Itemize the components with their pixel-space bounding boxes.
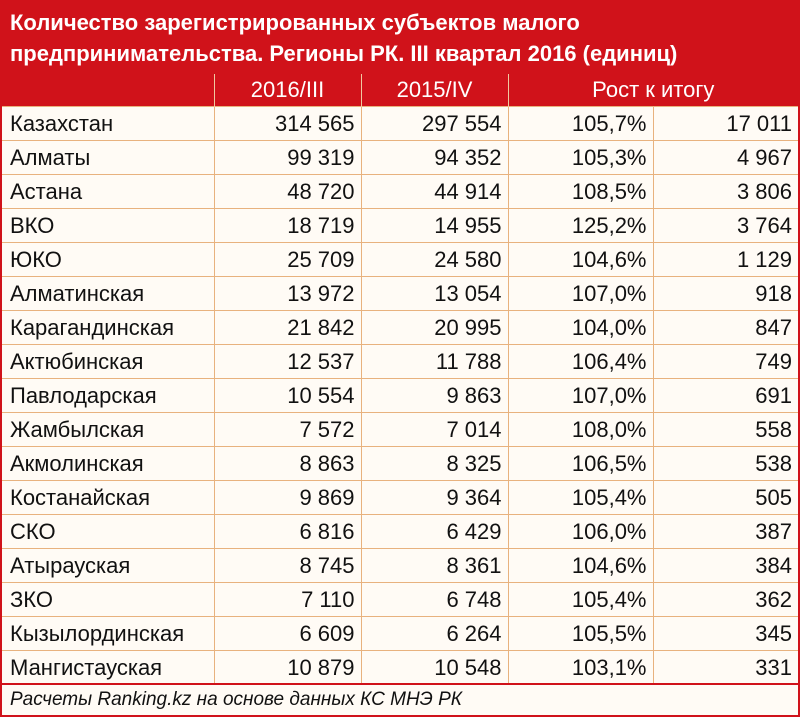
cell-growth-absolute: 558 [653, 413, 798, 447]
cell-growth-percent: 105,3% [508, 141, 653, 175]
cell-2016-iii: 48 720 [214, 175, 361, 209]
header-growth: Рост к итогу [508, 74, 798, 107]
cell-region: СКО [2, 515, 214, 549]
cell-2016-iii: 99 319 [214, 141, 361, 175]
cell-growth-percent: 107,0% [508, 379, 653, 413]
cell-growth-percent: 107,0% [508, 277, 653, 311]
cell-2016-iii: 13 972 [214, 277, 361, 311]
cell-region: Мангистауская [2, 651, 214, 685]
cell-growth-percent: 108,5% [508, 175, 653, 209]
cell-2015-iv: 6 429 [361, 515, 508, 549]
cell-2016-iii: 10 879 [214, 651, 361, 685]
table-row [2, 413, 798, 447]
cell-2016-iii: 7 572 [214, 413, 361, 447]
cell-2015-iv: 13 054 [361, 277, 508, 311]
cell-region: Карагандинская [2, 311, 214, 345]
table-row [2, 141, 798, 175]
cell-2015-iv: 8 325 [361, 447, 508, 481]
cell-2016-iii: 314 565 [214, 107, 361, 141]
table-row [2, 175, 798, 209]
data-table [2, 74, 798, 684]
cell-growth-percent: 104,6% [508, 243, 653, 277]
cell-growth-absolute: 362 [653, 583, 798, 617]
cell-growth-percent: 125,2% [508, 209, 653, 243]
cell-growth-absolute: 538 [653, 447, 798, 481]
cell-2015-iv: 20 995 [361, 311, 508, 345]
table-title [2, 2, 798, 74]
cell-growth-percent: 106,5% [508, 447, 653, 481]
table-row [2, 345, 798, 379]
cell-2015-iv: 14 955 [361, 209, 508, 243]
cell-growth-percent: 106,4% [508, 345, 653, 379]
table-row [2, 549, 798, 583]
cell-2015-iv: 9 863 [361, 379, 508, 413]
cell-growth-absolute: 691 [653, 379, 798, 413]
cell-growth-absolute: 918 [653, 277, 798, 311]
cell-2016-iii: 25 709 [214, 243, 361, 277]
cell-growth-absolute: 847 [653, 311, 798, 345]
cell-region: ЮКО [2, 243, 214, 277]
cell-2016-iii: 8 863 [214, 447, 361, 481]
cell-region: Кызылординская [2, 617, 214, 651]
cell-2015-iv: 8 361 [361, 549, 508, 583]
cell-growth-percent: 105,7% [508, 107, 653, 141]
cell-2015-iv: 9 364 [361, 481, 508, 515]
cell-growth-absolute: 505 [653, 481, 798, 515]
table-header [2, 74, 798, 107]
cell-2016-iii: 9 869 [214, 481, 361, 515]
cell-region: Астана [2, 175, 214, 209]
cell-growth-percent: 105,4% [508, 481, 653, 515]
cell-growth-percent: 104,6% [508, 549, 653, 583]
cell-region: ЗКО [2, 583, 214, 617]
cell-region: Атырауская [2, 549, 214, 583]
cell-growth-percent: 108,0% [508, 413, 653, 447]
cell-growth-percent: 105,4% [508, 583, 653, 617]
cell-2016-iii: 8 745 [214, 549, 361, 583]
table-row [2, 617, 798, 651]
cell-2015-iv: 44 914 [361, 175, 508, 209]
cell-growth-absolute: 345 [653, 617, 798, 651]
cell-growth-percent: 104,0% [508, 311, 653, 345]
source-note: Расчеты Ranking.kz на основе данных КС МНЭ РК [2, 683, 798, 715]
cell-2015-iv: 6 264 [361, 617, 508, 651]
header-row [2, 74, 798, 107]
cell-2015-iv: 6 748 [361, 583, 508, 617]
header-region [2, 74, 214, 107]
cell-growth-absolute: 3 764 [653, 209, 798, 243]
cell-growth-percent: 105,5% [508, 617, 653, 651]
cell-2015-iv: 7 014 [361, 413, 508, 447]
cell-2016-iii: 7 110 [214, 583, 361, 617]
cell-2015-iv: 94 352 [361, 141, 508, 175]
cell-growth-absolute: 384 [653, 549, 798, 583]
table-row [2, 651, 798, 685]
table-body [2, 107, 798, 685]
table-row [2, 481, 798, 515]
cell-2016-iii: 12 537 [214, 345, 361, 379]
cell-region: Акмолинская [2, 447, 214, 481]
cell-2015-iv: 297 554 [361, 107, 508, 141]
table-row [2, 515, 798, 549]
cell-region: ВКО [2, 209, 214, 243]
title-line-1: Количество зарегистрированных субъектов малого [10, 10, 580, 35]
cell-growth-absolute: 749 [653, 345, 798, 379]
cell-growth-percent: 103,1% [508, 651, 653, 685]
cell-region: Жамбылская [2, 413, 214, 447]
table-row [2, 277, 798, 311]
table-row [2, 379, 798, 413]
header-2016-iii: 2016/III [214, 74, 361, 107]
cell-region: Алматы [2, 141, 214, 175]
cell-growth-absolute: 1 129 [653, 243, 798, 277]
cell-growth-absolute: 331 [653, 651, 798, 685]
cell-2015-iv: 10 548 [361, 651, 508, 685]
cell-2016-iii: 18 719 [214, 209, 361, 243]
cell-growth-absolute: 3 806 [653, 175, 798, 209]
cell-growth-absolute: 387 [653, 515, 798, 549]
table-row [2, 311, 798, 345]
cell-2016-iii: 6 816 [214, 515, 361, 549]
table-row [2, 583, 798, 617]
table-row [2, 107, 798, 141]
cell-growth-absolute: 4 967 [653, 141, 798, 175]
cell-region: Алматинская [2, 277, 214, 311]
cell-2015-iv: 24 580 [361, 243, 508, 277]
table-row [2, 243, 798, 277]
title-line-2: предпринимательства. Регионы РК. III квартал 2016 (единиц) [10, 41, 678, 66]
cell-2016-iii: 6 609 [214, 617, 361, 651]
cell-2016-iii: 10 554 [214, 379, 361, 413]
cell-growth-absolute: 17 011 [653, 107, 798, 141]
cell-region: Павлодарская [2, 379, 214, 413]
cell-2015-iv: 11 788 [361, 345, 508, 379]
cell-growth-percent: 106,0% [508, 515, 653, 549]
cell-region: Костанайская [2, 481, 214, 515]
header-2015-iv: 2015/IV [361, 74, 508, 107]
table-row [2, 447, 798, 481]
table-row [2, 209, 798, 243]
cell-region: Актюбинская [2, 345, 214, 379]
cell-region: Казахстан [2, 107, 214, 141]
cell-2016-iii: 21 842 [214, 311, 361, 345]
